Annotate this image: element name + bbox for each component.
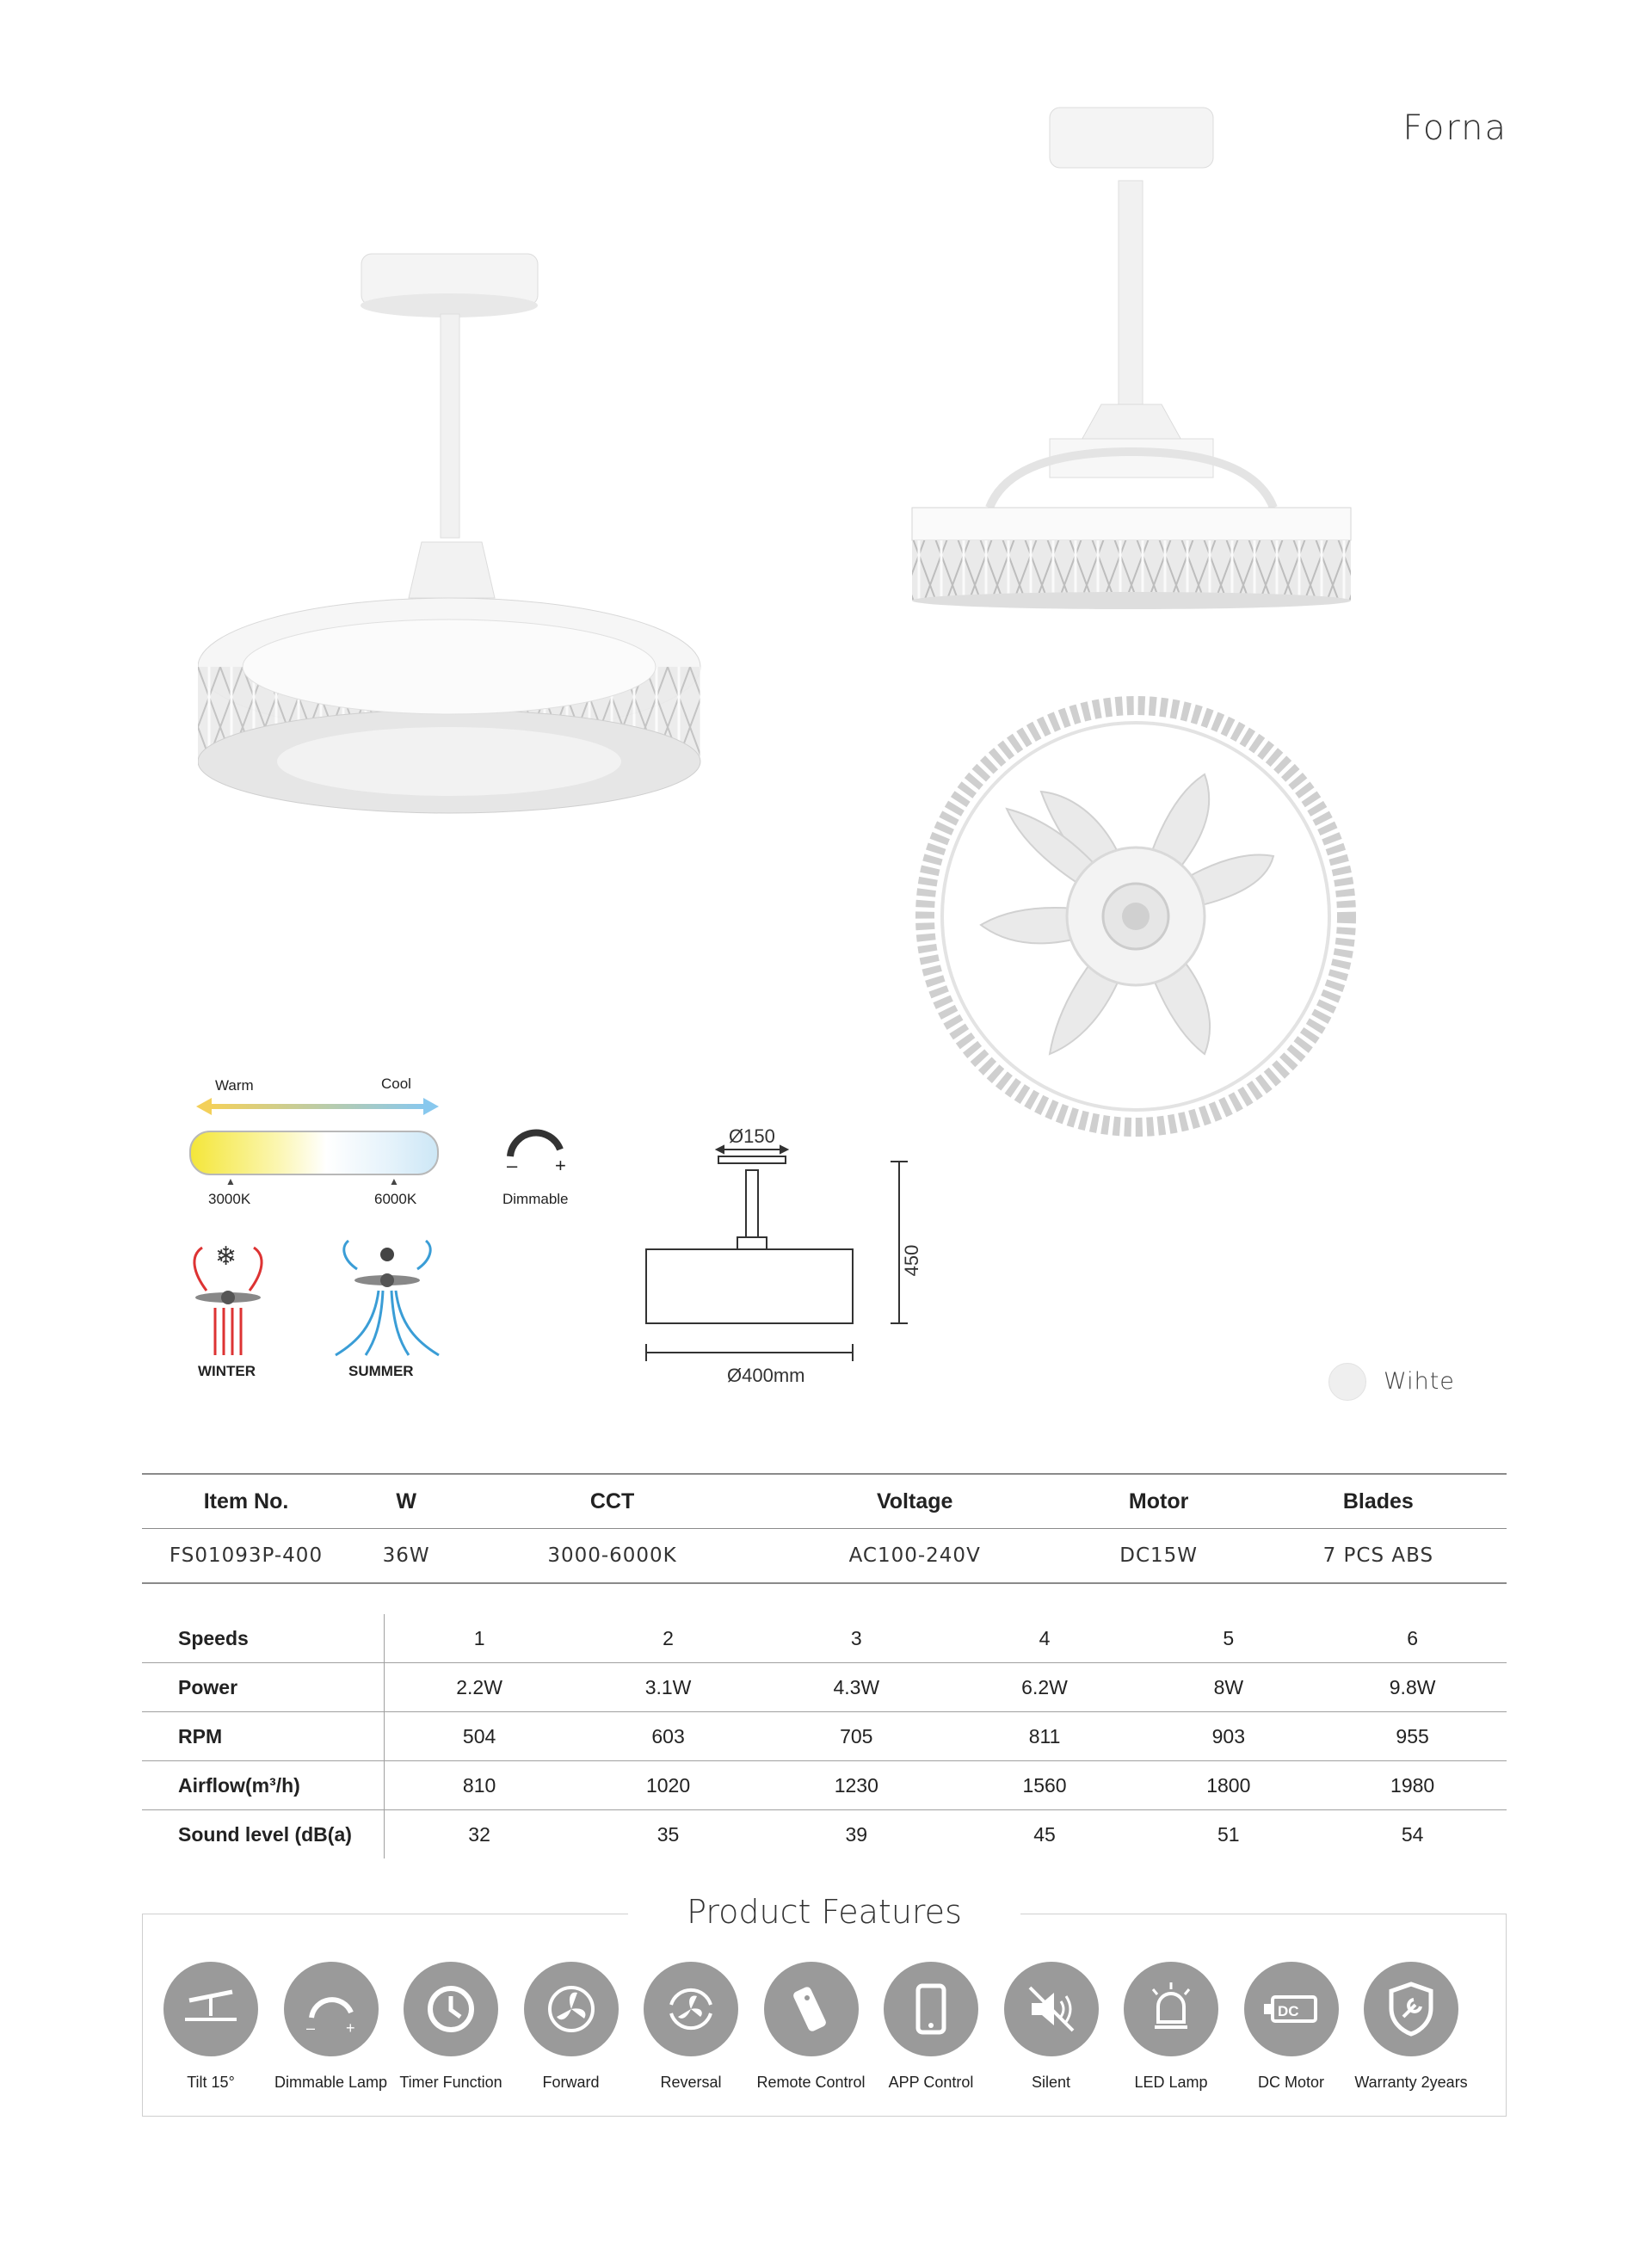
features-title: Product Features <box>628 1893 1020 1931</box>
spec-cell: FS01093P-400 <box>142 1529 350 1584</box>
speed-cell: 1560 <box>951 1761 1139 1810</box>
spec-cell: AC100-240V <box>762 1529 1068 1584</box>
speed-cell: 3 <box>762 1614 951 1663</box>
speed-cell: 45 <box>1033 1822 1056 1846</box>
feature-item <box>750 1962 872 2092</box>
speed-cell: 2.2W <box>385 1663 575 1712</box>
speed-table-row <box>142 1663 1507 1712</box>
spec-header: Voltage <box>762 1474 1068 1529</box>
tilt-icon <box>163 1962 258 2056</box>
speed-cell: 903 <box>1138 1712 1318 1761</box>
speed-cell: 9.8W <box>1318 1663 1507 1712</box>
feature-label: Warranty 2years <box>1354 2074 1468 2091</box>
speed-cell: 504 <box>385 1712 575 1761</box>
spec-header: Motor <box>1068 1474 1250 1529</box>
forward-fan-icon <box>524 1962 619 2056</box>
speed-row-label: Airflow(m³/h) <box>142 1761 385 1810</box>
svg-text:–: – <box>507 1155 518 1174</box>
spec-cell: 36W <box>350 1529 462 1584</box>
speed-cell: 8W <box>1138 1663 1318 1712</box>
speed-cell: 3.1W <box>574 1663 762 1712</box>
feature-item <box>630 1962 752 2092</box>
spec-header: CCT <box>462 1474 761 1529</box>
speed-cell: 811 <box>951 1712 1139 1761</box>
feature-label: Remote Control <box>756 2074 866 2091</box>
canopy-diameter-label: Ø150 <box>729 1125 775 1147</box>
spec-cell: 3000-6000K <box>462 1529 761 1584</box>
svg-text:+: + <box>555 1155 566 1174</box>
spec-header: Blades <box>1250 1474 1507 1529</box>
speed-table-row <box>142 1712 1507 1761</box>
speed-cell: 6.2W <box>951 1663 1139 1712</box>
speed-table <box>142 1614 1507 1858</box>
dc-motor-icon <box>1244 1962 1339 2056</box>
cct-high-label: 6000K <box>374 1191 417 1207</box>
speed-cell: 35 <box>656 1822 680 1846</box>
feature-label: Dimmable Lamp <box>274 2074 388 2091</box>
height-label: 450 <box>901 1244 922 1277</box>
speed-cell: 705 <box>762 1712 951 1761</box>
color-label: Wihte <box>1384 1368 1455 1395</box>
speed-row-label: Sound level (dB(a) <box>142 1810 385 1859</box>
winter-airflow-icon <box>176 1239 280 1359</box>
speed-row-label: Speeds <box>142 1614 385 1663</box>
speed-cell: 32 <box>468 1822 490 1846</box>
color-swatch[interactable] <box>1328 1363 1366 1401</box>
warm-cool-arrow-icon <box>196 1096 439 1117</box>
spec-cell: DC15W <box>1068 1529 1250 1584</box>
product-image-angled <box>198 245 731 848</box>
feature-label: Reversal <box>660 2074 722 2091</box>
speed-cell: 5 <box>1138 1614 1318 1663</box>
summer-airflow-icon <box>331 1239 443 1359</box>
spec-header: W <box>350 1474 462 1529</box>
feature-item <box>1110 1962 1232 2092</box>
speed-row-label: RPM <box>142 1712 385 1761</box>
speed-cell: 2 <box>574 1614 762 1663</box>
svg-text:+: + <box>345 2019 355 2035</box>
feature-label: DC Motor <box>1257 2074 1324 2091</box>
speed-cell: 39 <box>845 1822 868 1846</box>
feature-label: LED Lamp <box>1134 2074 1208 2091</box>
feature-item <box>510 1962 632 2092</box>
feature-label: Timer Function <box>399 2074 502 2091</box>
silent-icon <box>1004 1962 1099 2056</box>
spec-table <box>142 1473 1507 1584</box>
feature-item <box>990 1962 1113 2092</box>
feature-label: APP Control <box>888 2074 974 2091</box>
speed-cell: 4 <box>951 1614 1139 1663</box>
dimmable-icon <box>503 1120 572 1174</box>
speed-cell: 1230 <box>762 1761 951 1810</box>
product-image-bottom <box>912 693 1359 1140</box>
dimmable-label: Dimmable <box>502 1191 569 1207</box>
dimension-drawing <box>641 1119 925 1385</box>
svg-text:DC: DC <box>1277 2003 1299 2019</box>
reversal-fan-icon <box>644 1962 738 2056</box>
speed-cell: 603 <box>574 1712 762 1761</box>
speed-cell: 54 <box>1401 1822 1424 1846</box>
warranty-shield-icon <box>1364 1962 1458 2056</box>
summer-label: SUMMER <box>348 1363 414 1379</box>
svg-text:❄: ❄ <box>215 1242 237 1271</box>
fan-diameter-label: Ø400mm <box>727 1365 805 1385</box>
feature-item <box>870 1962 992 2092</box>
speed-cell: 1020 <box>574 1761 762 1810</box>
speed-table-row <box>142 1761 1507 1810</box>
spec-header-row <box>142 1474 1507 1529</box>
feature-item <box>1350 1962 1472 2092</box>
feature-item <box>390 1962 512 2092</box>
remote-control-icon <box>764 1962 859 2056</box>
speed-table-row <box>142 1614 1507 1663</box>
feature-label: Silent <box>1031 2074 1071 2091</box>
spec-row <box>142 1529 1507 1584</box>
cct-color-bar <box>189 1131 439 1175</box>
feature-label: Forward <box>542 2074 600 2091</box>
speed-cell: 4.3W <box>762 1663 951 1712</box>
cct-low-label: 3000K <box>208 1191 251 1207</box>
speed-cell: 51 <box>1217 1822 1240 1846</box>
led-lamp-icon <box>1124 1962 1218 2056</box>
dimmable-lamp-icon <box>284 1962 379 2056</box>
speed-cell: 955 <box>1318 1712 1507 1761</box>
product-image-side <box>908 103 1355 619</box>
speed-cell: 1980 <box>1318 1761 1507 1810</box>
warm-label: Warm <box>215 1077 254 1094</box>
speed-table-row <box>142 1810 1507 1859</box>
speed-cell: 1800 <box>1138 1761 1318 1810</box>
feature-item <box>1230 1962 1353 2092</box>
speed-cell: 1 <box>385 1614 575 1663</box>
speed-row-label: Power <box>142 1663 385 1712</box>
cool-label: Cool <box>381 1076 411 1092</box>
feature-label: Tilt 15° <box>187 2074 235 2091</box>
spec-cell: 7 PCS ABS <box>1250 1529 1507 1584</box>
winter-label: WINTER <box>198 1363 256 1379</box>
timer-icon <box>404 1962 498 2056</box>
speed-cell: 810 <box>385 1761 575 1810</box>
spec-header: Item No. <box>142 1474 350 1529</box>
brand-name: Forna <box>1402 108 1507 148</box>
feature-item <box>270 1962 392 2092</box>
svg-text:–: – <box>305 2019 315 2035</box>
feature-item <box>150 1962 272 2092</box>
speed-cell: 6 <box>1318 1614 1507 1663</box>
phone-icon <box>884 1962 978 2056</box>
